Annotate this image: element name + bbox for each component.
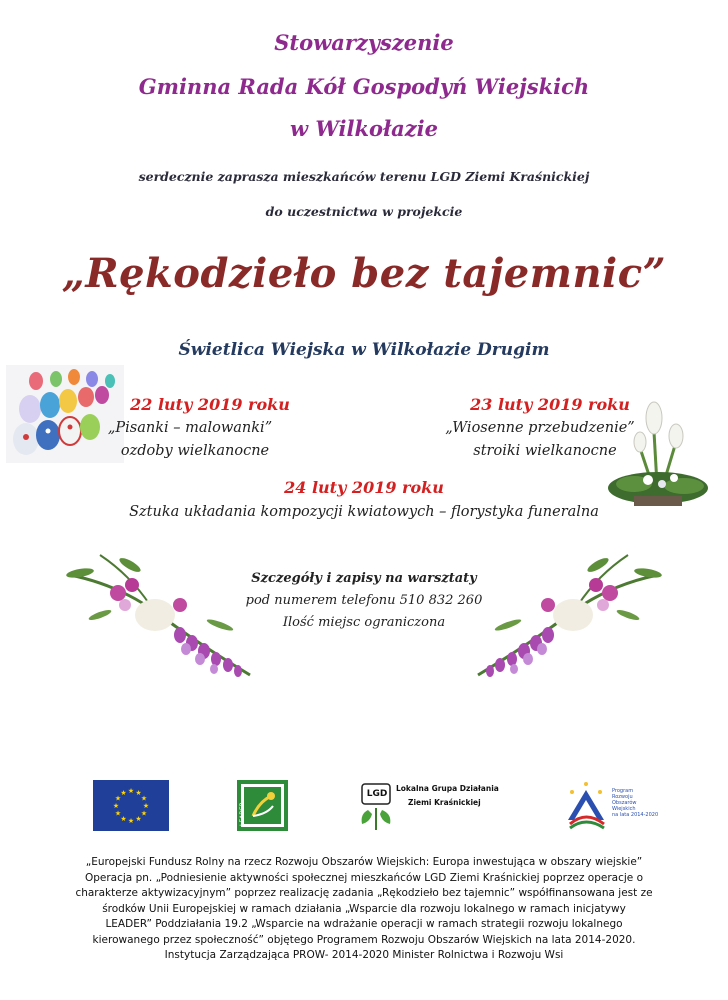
eu-flag-logo (93, 780, 169, 831)
footer-line: Operacja pn. „Podniesienie aktywności społecznej mieszkańców LGD Ziemi Kraśnickiej poprzez operacje o (84, 871, 644, 884)
workshop-2-name: „Wiosenne przebudzenie” (445, 420, 635, 436)
prow-text (612, 788, 658, 818)
lgd-logo (356, 780, 506, 832)
leader-logo (237, 780, 288, 831)
eu-star-icon: ★ (135, 815, 142, 823)
lgd-name: Lokalna Grupa Działania (396, 784, 499, 793)
eu-star-icon: ★ (114, 809, 122, 818)
org-name-line2: Gminna Rada Kół Gospodyń Wiejskich (138, 74, 590, 99)
eu-star-icon: ★ (120, 789, 127, 797)
workshop-1-desc: ozdoby wielkanocne (120, 443, 270, 459)
contact-phone: pod numerem telefonu 510 832 260 (245, 593, 483, 608)
eu-star-icon: ★ (127, 817, 135, 825)
project-title: „Rękodzieło bez tajemnic” (61, 250, 667, 297)
prow-text-line3: Obszarów (612, 800, 637, 806)
prow-text-line1: Program (612, 788, 634, 794)
leader-label: LEADER (239, 802, 246, 826)
prow-logo (560, 780, 660, 832)
footer-line: Instytucja Zarządzająca PROW- 2014-2020 Minister Rolnictwa i Rozwoju Wsi (164, 949, 564, 961)
funding-footer (40, 855, 688, 964)
eu-star-icon: ★ (114, 794, 122, 803)
eu-star-icon: ★ (140, 809, 148, 818)
prow-text-line4: Wiejskich (612, 806, 636, 812)
footer-line: kierowanego przez społeczność” objętego Programem Rozwoju Obszarów Wiejskich na lata 2014-2020. (92, 933, 636, 946)
eu-star-icon: ★ (120, 815, 127, 823)
lgd-short: LGD (366, 789, 388, 799)
workshop-2-desc: stroiki wielkanocne (473, 443, 617, 459)
eu-star-icon: ★ (142, 802, 150, 810)
org-name-line1: Stowarzyszenie (274, 30, 454, 55)
workshop-1-name: „Pisanki – malowanki” (107, 420, 273, 436)
invitation-line2: do uczestnictwa w projekcie (265, 204, 463, 219)
contact-limit: Ilość miejsc ograniczona (282, 615, 446, 630)
contact-block (224, 568, 504, 634)
eu-star-icon: ★ (112, 802, 120, 810)
footer-line: LEADER” Poddziałania 19.2 „Wsparcie na wdrażanie operacji w ramach strategii rozwoju lokalnego (105, 918, 623, 930)
invitation-line1: serdecznie zaprasza mieszkańców terenu LGD Ziemi Kraśnickiej (138, 169, 590, 184)
workshop-2-date: 23 luty 2019 roku (470, 395, 630, 414)
lgd-region: Ziemi Kraśnickiej (408, 798, 481, 807)
org-name-line3: w Wilkołazie (289, 116, 439, 141)
workshop-3-date: 24 luty 2019 roku (284, 478, 444, 497)
eu-star-icon: ★ (140, 794, 148, 803)
footer-line: środków Unii Europejskiej w ramach działania „Wsparcie dla rozwoju lokalnego w ramach inicjatywy (102, 902, 626, 915)
prow-text-line5: na lata 2014-2020 (612, 812, 659, 818)
contact-heading: Szczegóły i zapisy na warsztaty (251, 571, 477, 586)
footer-line: charakterze aktywizacyjnym” poprzez realizację zadania „Rękodzieło bez tajemnic” współfinansowana jest ze (75, 887, 653, 899)
eu-star-icon: ★ (127, 787, 135, 795)
eu-star-icon: ★ (135, 789, 142, 797)
workshop-1-date: 22 luty 2019 roku (130, 395, 290, 414)
venue: Świetlica Wiejska w Wilkołazie Drugim (178, 340, 550, 360)
workshop-3-name: Sztuka układania kompozycji kwiatowych – florystyka funeralna (129, 504, 599, 520)
footer-line: „Europejski Fundusz Rolny na rzecz Rozwoju Obszarów Wiejskich: Europa inwestująca w obszary wiejskie” (85, 856, 643, 868)
prow-text-line2: Rozwoju (612, 794, 633, 800)
